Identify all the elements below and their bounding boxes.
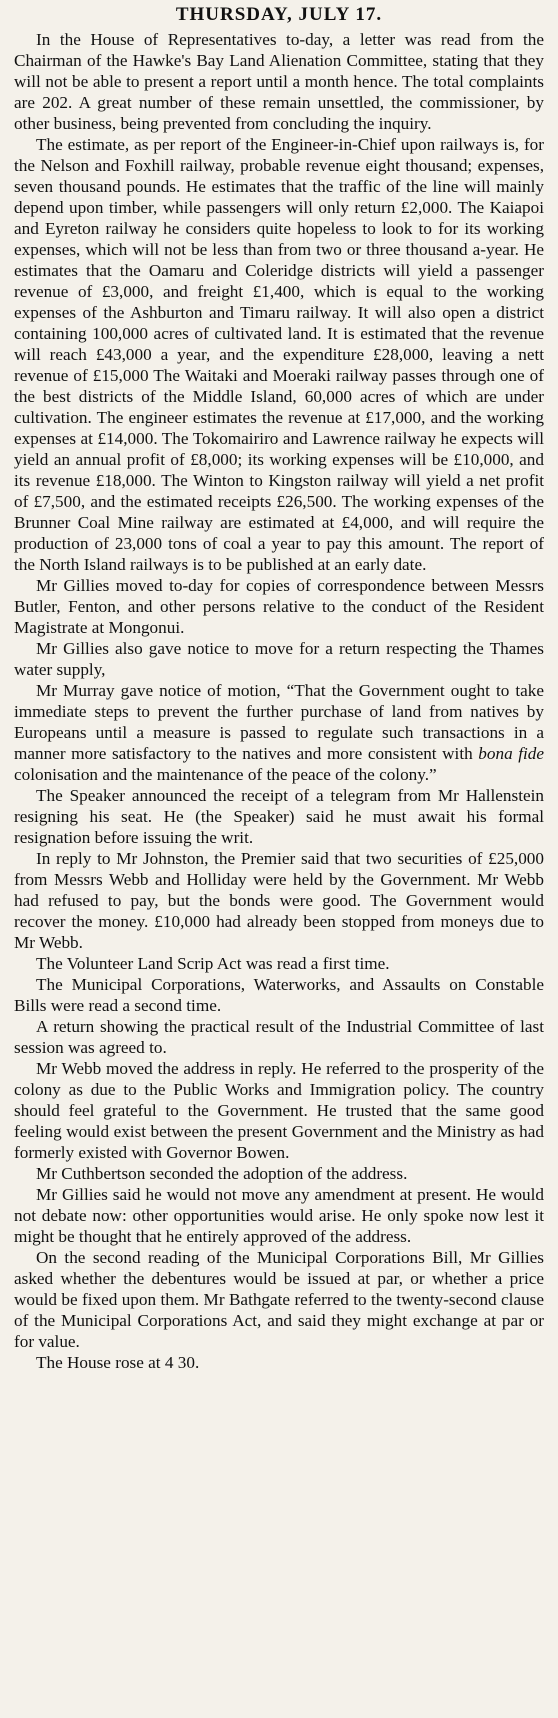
paragraph-volunteer-scrip: The Volunteer Land Scrip Act was read a first time. [36,954,390,973]
paragraph-land-alienation: In the House of Representatives to-day, a letter was read from the Chairman of the Hawke's Bay Land Alienation Committee, stating that they will not be able to present a report until a month hence. The total complaints are 202. A great number of these remain unsettled, the commissioner, by other business, being prevented from concluding the inquiry. [14,30,544,133]
paragraph-house-rose: The House rose at 4 30. [36,1353,200,1372]
date-heading: THURSDAY, JULY 17. [175,4,383,25]
paragraph-speaker-telegram: The Speaker announced the receipt of a telegram from Mr Hallenstein resigning his seat. He (the Speaker) said he must await his formal resignation before issuing the writ. [14,786,544,847]
paragraph-industrial-return: A return showing the practical result of the Industrial Committee of last session was agreed to. [14,1017,544,1057]
paragraph-webb-address: Mr Webb moved the address in reply. He referred to the prosperity of the colony as due to the Public Works and Immigration policy. The country should feel grateful to the Government. He trusted that the same good feeling would exist between the present Government and the Ministry as had formerly existed with Governor Bowen. [14,1059,544,1162]
paragraph-gillies-amendment: Mr Gillies said he would not move any amendment at present. He would not debate now: other opportunities would arise. He only spoke now lest it might be thought that he entirely approved of the address. [14,1185,544,1246]
paragraph-municipal-bills: The Municipal Corporations, Waterworks, and Assaults on Constable Bills were read a second time. [14,975,544,1015]
paragraph-premier-reply: In reply to Mr Johnston, the Premier said that two securities of £25,000 from Messrs Webb and Holliday were held by the Government. Mr Webb had refused to pay, but the bonds were good. The Government would recover the money. £10,000 had already been stopped from moneys due to Mr Webb. [14,849,544,952]
paragraph-railway-estimates: The estimate, as per report of the Engineer-in-Chief upon railways is, for the Nelson and Foxhill railway, probable revenue eight thousand; expenses, seven thousand pounds. He estimates that the traffic of the line will mainly depend upon timber, while passengers will only return £2,000. The Kaiapoi and Eyreton railway he considers quite hopeless to look to for its working expenses, which will not be less than from two or three thousand a-year. He estimates that the Oamaru and Coleridge districts will yield a passenger revenue of £3,000, and freight £1,400, which is equal to the working expenses of the Ashburton and Timaru railway. It will also open a district containing 100,000 acres of cultivated land. It is estimated that the revenue will reach £43,000 a year, and the expenditure £28,000, leaving a nett revenue of £15,000 The Waitaki and Moeraki railway passes through one of the best districts of the Middle Island, 60,000 acres of which are under cultivation. The engineer estimates the revenue at £17,000, and the working expenses at £14,000. The Tokomairiro and Lawrence railway he expects will yield an annual profit of £8,000; its working expenses will be £10,000, and its revenue £18,000. The Winton to Kingston railway will yield a net profit of £7,500, and the estimated receipts £26,500. The working expenses of the Brunner Coal Mine railway are estimated at £4,000, and will require the production of 23,000 tons of coal a year to pay this amount. The report of the North Island railways is to be published at an early date. [14,135,544,574]
paragraph-murray-motion: Mr Murray gave notice of motion, “That the Government ought to take immediate steps to prevent the further purchase of land from natives by Europeans until a measure is passed to regulate such transactions in a manner more satisfactory to the natives and more consistent with bona fide colonisation and the maintenance of the peace of the colony.” [14,681,545,784]
paragraph-gillies-thames: Mr Gillies also gave notice to move for a return respecting the Thames water supply, [14,639,544,679]
paragraph-gillies-correspondence: Mr Gillies moved to-day for copies of correspondence between Messrs Butler, Fenton, and other persons relative to the conduct of the Resident Magistrate at Mongonui. [14,576,544,637]
bona-fide-italic: bona fide [478,744,545,763]
paragraph-municipal-second-reading: On the second reading of the Municipal Corporations Bill, Mr Gillies asked whether the debentures would be issued at par, or whether a price would be fixed upon them. Mr Bathgate referred to the twenty-second clause of the Municipal Corporations Act, and said they might exchange at par or for value. [14,1248,544,1351]
paragraph-cuthbertson: Mr Cuthbertson seconded the adoption of the address. [36,1164,408,1183]
